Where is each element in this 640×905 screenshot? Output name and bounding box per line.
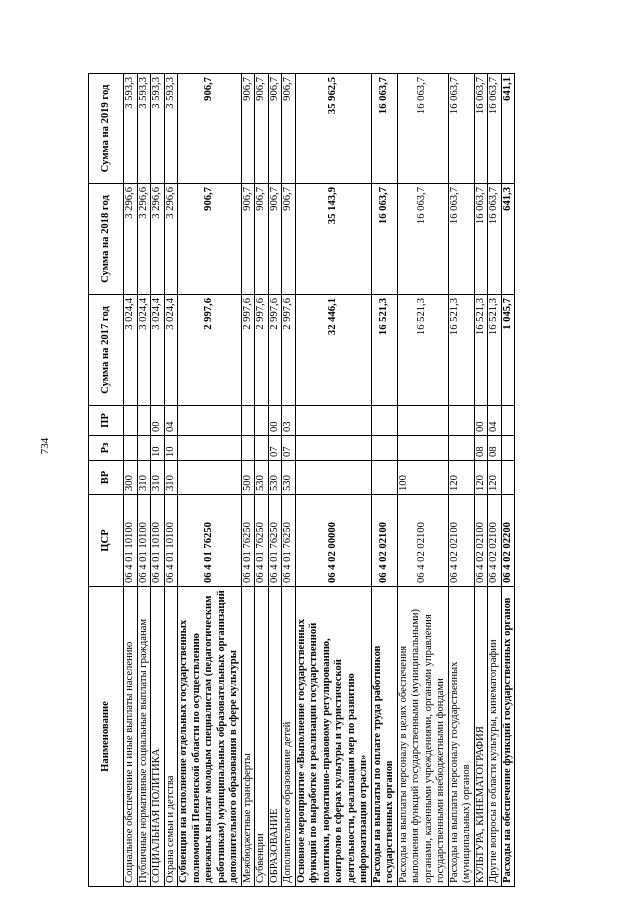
cell-csr: 06 4 01 10100 [164, 495, 178, 587]
cell-sum-2017: 2 997,6 [255, 295, 269, 406]
cell-pr [137, 406, 151, 436]
table-row [124, 74, 138, 887]
table-row [282, 74, 296, 887]
cell-vr: 120 [448, 461, 474, 495]
cell-csr: 06 4 02 02100 [397, 495, 448, 587]
header-sum-2019: Сумма на 2019 год [89, 74, 124, 184]
cell-sum-2019: 641,1 [501, 74, 515, 184]
cell-sum-2019: 906,7 [241, 74, 255, 184]
cell-sum-2018: 16 063,7 [448, 184, 474, 295]
table-row [151, 74, 165, 887]
cell-name: Межбюджетные трансферты [241, 587, 255, 887]
budget-table-rotated [88, 74, 563, 887]
cell-pr: 00 [268, 406, 282, 436]
cell-name: Основное мероприятие «Выполнение государственных функций по выработке и реализации государственной политики, нормативно-правовому регулированию, контролю в сферах культуры и туристической деятельности, реализации мер по развитию информатизации отрасли» [295, 587, 371, 887]
cell-csr: 06 4 02 02100 [488, 495, 502, 587]
cell-csr: 06 4 02 02100 [448, 495, 474, 587]
cell-vr [178, 461, 242, 495]
cell-sum-2019: 3 593,3 [124, 74, 138, 184]
budget-table [88, 73, 515, 887]
cell-name: Публичные нормативные социальные выплаты гражданам [137, 587, 151, 887]
cell-sum-2018: 3 296,6 [164, 184, 178, 295]
cell-sum-2019: 3 593,3 [151, 74, 165, 184]
cell-sum-2018: 906,7 [282, 184, 296, 295]
cell-name: СОЦИАЛЬНАЯ ПОЛИТИКА [151, 587, 165, 887]
table-row [295, 74, 371, 887]
cell-pr [255, 406, 269, 436]
header-vr: ВР [89, 461, 124, 495]
cell-sum-2017: 32 446,1 [295, 295, 371, 406]
cell-pr [241, 406, 255, 436]
cell-name: Субвенция на исполнение отдельных государственных полномочий Пензенской области по осуществлению денежных выплат молодым специалистам (педагогическим работникам) муниципальных образовательных организаций дополнительного образования в сфере культуры [178, 587, 242, 887]
cell-rz: 07 [268, 436, 282, 461]
cell-pr [501, 406, 515, 436]
cell-sum-2019: 906,7 [268, 74, 282, 184]
cell-name: Расходы на обеспечение функций государственных органов [501, 587, 515, 887]
cell-sum-2018: 3 296,6 [137, 184, 151, 295]
cell-name: Субвенции [255, 587, 269, 887]
cell-vr: 500 [241, 461, 255, 495]
cell-vr: 300 [124, 461, 138, 495]
table-row [488, 74, 502, 887]
cell-csr: 06 4 02 00000 [295, 495, 371, 587]
table-header-row [89, 74, 124, 887]
cell-sum-2017: 16 521,3 [371, 295, 397, 406]
cell-name: Охрана семьи и детства [164, 587, 178, 887]
cell-rz [295, 436, 371, 461]
cell-sum-2018: 641,3 [501, 184, 515, 295]
cell-sum-2018: 35 143,9 [295, 184, 371, 295]
cell-pr [371, 406, 397, 436]
cell-pr [124, 406, 138, 436]
cell-name: Социальное обеспечение и иные выплаты населению [124, 587, 138, 887]
cell-pr: 04 [164, 406, 178, 436]
cell-sum-2017: 3 024,4 [137, 295, 151, 406]
header-name: Наименование [89, 587, 124, 887]
cell-sum-2019: 35 962,5 [295, 74, 371, 184]
cell-pr [448, 406, 474, 436]
cell-sum-2018: 906,7 [178, 184, 242, 295]
cell-sum-2019: 906,7 [178, 74, 242, 184]
cell-rz [255, 436, 269, 461]
cell-sum-2017: 16 521,3 [448, 295, 474, 406]
cell-name: Расходы на выплаты персоналу государственных (муниципальных) органов [448, 587, 474, 887]
header-pr: ПР [89, 406, 124, 436]
cell-pr [397, 406, 448, 436]
header-rz: Рз [89, 436, 124, 461]
table-row [137, 74, 151, 887]
cell-csr: 06 4 02 02100 [474, 495, 488, 587]
cell-vr: 530 [282, 461, 296, 495]
cell-sum-2017: 3 024,4 [151, 295, 165, 406]
cell-vr: 530 [268, 461, 282, 495]
cell-sum-2017: 16 521,3 [474, 295, 488, 406]
cell-sum-2017: 16 521,3 [488, 295, 502, 406]
cell-name: КУЛЬТУРА, КИНЕМАТОГРАФИЯ [474, 587, 488, 887]
cell-rz [371, 436, 397, 461]
cell-sum-2017: 3 024,4 [124, 295, 138, 406]
cell-sum-2018: 16 063,7 [371, 184, 397, 295]
cell-name: ОБРАЗОВАНИЕ [268, 587, 282, 887]
cell-sum-2019: 906,7 [282, 74, 296, 184]
table-row [448, 74, 474, 887]
table-row [474, 74, 488, 887]
cell-sum-2017: 2 997,6 [241, 295, 255, 406]
table-row [268, 74, 282, 887]
cell-vr: 120 [488, 461, 502, 495]
cell-sum-2019: 16 063,7 [448, 74, 474, 184]
cell-rz: 10 [164, 436, 178, 461]
cell-csr: 06 4 01 10100 [151, 495, 165, 587]
cell-rz: 07 [282, 436, 296, 461]
cell-pr [295, 406, 371, 436]
cell-csr: 06 4 01 76250 [255, 495, 269, 587]
cell-pr: 04 [488, 406, 502, 436]
cell-sum-2018: 3 296,6 [151, 184, 165, 295]
cell-name: Расходы на выплаты по оплате труда работников государственных органов [371, 587, 397, 887]
cell-sum-2019: 906,7 [255, 74, 269, 184]
cell-sum-2017: 2 997,6 [282, 295, 296, 406]
cell-rz [448, 436, 474, 461]
cell-rz [501, 436, 515, 461]
header-sum-2017: Сумма на 2017 год [89, 295, 124, 406]
cell-csr: 06 4 02 02100 [371, 495, 397, 587]
cell-rz: 08 [488, 436, 502, 461]
table-row [241, 74, 255, 887]
cell-sum-2019: 16 063,7 [488, 74, 502, 184]
cell-sum-2018: 3 296,6 [124, 184, 138, 295]
table-row [178, 74, 242, 887]
cell-sum-2019: 3 593,3 [137, 74, 151, 184]
cell-vr: 310 [164, 461, 178, 495]
cell-vr: 120 [474, 461, 488, 495]
cell-vr: 100 [397, 461, 448, 495]
cell-csr: 06 4 01 76250 [282, 495, 296, 587]
cell-sum-2018: 906,7 [255, 184, 269, 295]
cell-sum-2017: 2 997,6 [268, 295, 282, 406]
cell-vr [295, 461, 371, 495]
cell-csr: 06 4 01 10100 [137, 495, 151, 587]
cell-pr: 03 [282, 406, 296, 436]
cell-sum-2018: 16 063,7 [397, 184, 448, 295]
cell-csr: 06 4 01 76250 [178, 495, 242, 587]
cell-sum-2018: 906,7 [268, 184, 282, 295]
cell-csr: 06 4 01 10100 [124, 495, 138, 587]
cell-vr [501, 461, 515, 495]
cell-rz [241, 436, 255, 461]
header-csr: ЦСР [89, 495, 124, 587]
cell-sum-2018: 16 063,7 [474, 184, 488, 295]
cell-sum-2019: 16 063,7 [371, 74, 397, 184]
cell-csr: 06 4 01 76250 [241, 495, 255, 587]
page-number: 734 [39, 437, 51, 455]
cell-vr [371, 461, 397, 495]
header-sum-2018: Сумма на 2018 год [89, 184, 124, 295]
cell-csr: 06 4 02 02200 [501, 495, 515, 587]
cell-sum-2017: 2 997,6 [178, 295, 242, 406]
cell-sum-2017: 1 045,7 [501, 295, 515, 406]
cell-sum-2018: 16 063,7 [488, 184, 502, 295]
table-row [501, 74, 515, 887]
cell-name: Дополнительное образование детей [282, 587, 296, 887]
cell-rz: 10 [151, 436, 165, 461]
cell-vr: 310 [151, 461, 165, 495]
cell-sum-2019: 3 593,3 [164, 74, 178, 184]
cell-pr: 00 [151, 406, 165, 436]
cell-name: Другие вопросы в области культуры, кинематографии [488, 587, 502, 887]
cell-sum-2017: 3 024,4 [164, 295, 178, 406]
cell-name: Расходы на выплаты персоналу в целях обеспечения выполнения функций государственными (муниципальными) органами, казенными учреждениями, органами управления государственными внебюджетными фондами [397, 587, 448, 887]
cell-pr: 00 [474, 406, 488, 436]
cell-pr [178, 406, 242, 436]
cell-vr: 530 [255, 461, 269, 495]
cell-csr: 06 4 01 76250 [268, 495, 282, 587]
cell-sum-2018: 906,7 [241, 184, 255, 295]
cell-rz: 08 [474, 436, 488, 461]
cell-rz [178, 436, 242, 461]
table-row [164, 74, 178, 887]
table-row [397, 74, 448, 887]
cell-sum-2017: 16 521,3 [397, 295, 448, 406]
table-row [371, 74, 397, 887]
cell-sum-2019: 16 063,7 [397, 74, 448, 184]
cell-rz [397, 436, 448, 461]
cell-rz [137, 436, 151, 461]
cell-rz [124, 436, 138, 461]
cell-vr: 310 [137, 461, 151, 495]
cell-sum-2019: 16 063,7 [474, 74, 488, 184]
table-row [255, 74, 269, 887]
